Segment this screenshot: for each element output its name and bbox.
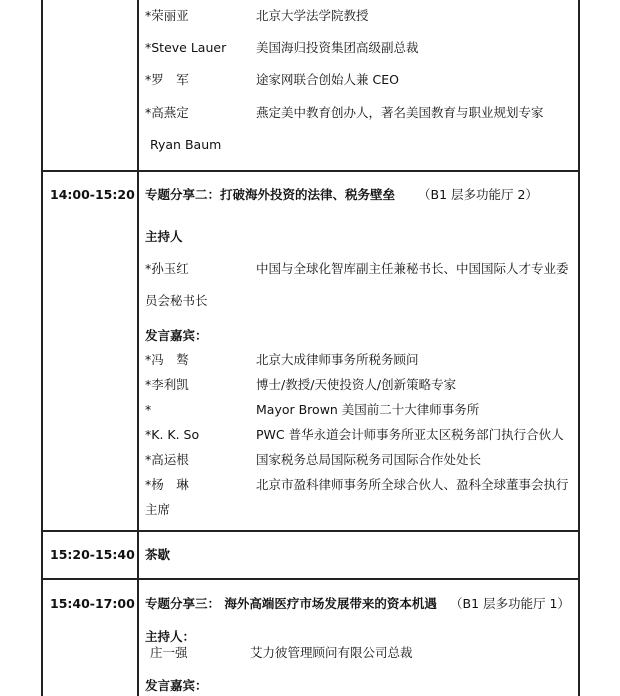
row-divider-1 — [41, 170, 580, 172]
host-title: 艾力彼管理顾问有限公司总裁 — [250, 645, 413, 660]
row-divider-2 — [41, 530, 580, 532]
speaker-name: *高运根 — [145, 452, 189, 467]
table-right-border — [578, 0, 580, 696]
speaker-title: 北京市盈科律师事务所全球合伙人、盈科全球董事会执行 — [256, 477, 569, 492]
speaker-name: *荣丽亚 — [145, 8, 189, 23]
speaker-title: 博士/教授/天使投资人/创新策略专家 — [256, 377, 457, 392]
speaker-name: *罗 军 — [145, 72, 189, 87]
speaker-name: *李利凯 — [145, 377, 189, 392]
speaker-title: 北京大学法学院教授 — [256, 8, 369, 23]
table-column-divider — [137, 0, 139, 696]
speaker-name: *高燕定 — [145, 105, 189, 120]
session-topic: 专题分享三： 海外高端医疗市场发展带来的资本机遇 — [145, 596, 437, 611]
speaker-name: *冯 骜 — [145, 352, 189, 367]
speaker-name: *Steve Lauer — [145, 40, 227, 55]
session-topic: 茶歇 — [145, 547, 171, 562]
speaker-title: 北京大成律师事务所税务顾问 — [256, 352, 419, 367]
session-time: 14:00-15:20 — [50, 187, 135, 202]
host-name: 庄一强 — [150, 645, 188, 660]
speaker-title: Mayor Brown 美国前二十大律师事务所 — [256, 402, 480, 417]
speakers-label: 发言嘉宾： — [145, 328, 208, 343]
session-time: 15:20-15:40 — [50, 547, 135, 562]
host-label: 主持人： — [145, 629, 196, 644]
row-divider-3 — [41, 578, 580, 580]
session-venue: （B1 层多功能厅 2） — [418, 187, 538, 202]
speaker-title: 国家税务总局国际税务司国际合作处处长 — [256, 452, 482, 467]
session-topic: 专题分享二：打破海外投资的法律、税务壁垒 — [145, 187, 396, 202]
speaker-name: *K. K. So — [145, 427, 200, 442]
speaker-title: 美国海归投资集团高级副总裁 — [256, 40, 419, 55]
speaker-title: 燕定美中教育创办人，著名美国教育与职业规划专家 — [256, 105, 544, 120]
table-left-border — [41, 0, 43, 696]
host-label: 主持人 — [145, 229, 183, 244]
speaker-title-continued: 主席 — [145, 502, 171, 517]
session-time: 15:40-17:00 — [50, 596, 135, 611]
speaker-title: 途家网联合创始人兼 CEO — [256, 72, 399, 87]
session-venue: （B1 层多功能厅 1） — [450, 596, 570, 611]
speaker-name: *杨 琳 — [145, 477, 189, 492]
host-name: *孙玉红 — [145, 261, 189, 276]
speaker-name: Ryan Baum — [150, 137, 222, 152]
speaker-name: * — [145, 402, 152, 417]
host-title-continued: 员会秘书长 — [145, 293, 208, 308]
speaker-title: PWC 普华永道会计师事务所亚太区税务部门执行合伙人 — [256, 427, 564, 442]
host-title: 中国与全球化智库副主任兼秘书长、中国国际人才专业委 — [256, 261, 569, 276]
speakers-label: 发言嘉宾： — [145, 678, 208, 693]
